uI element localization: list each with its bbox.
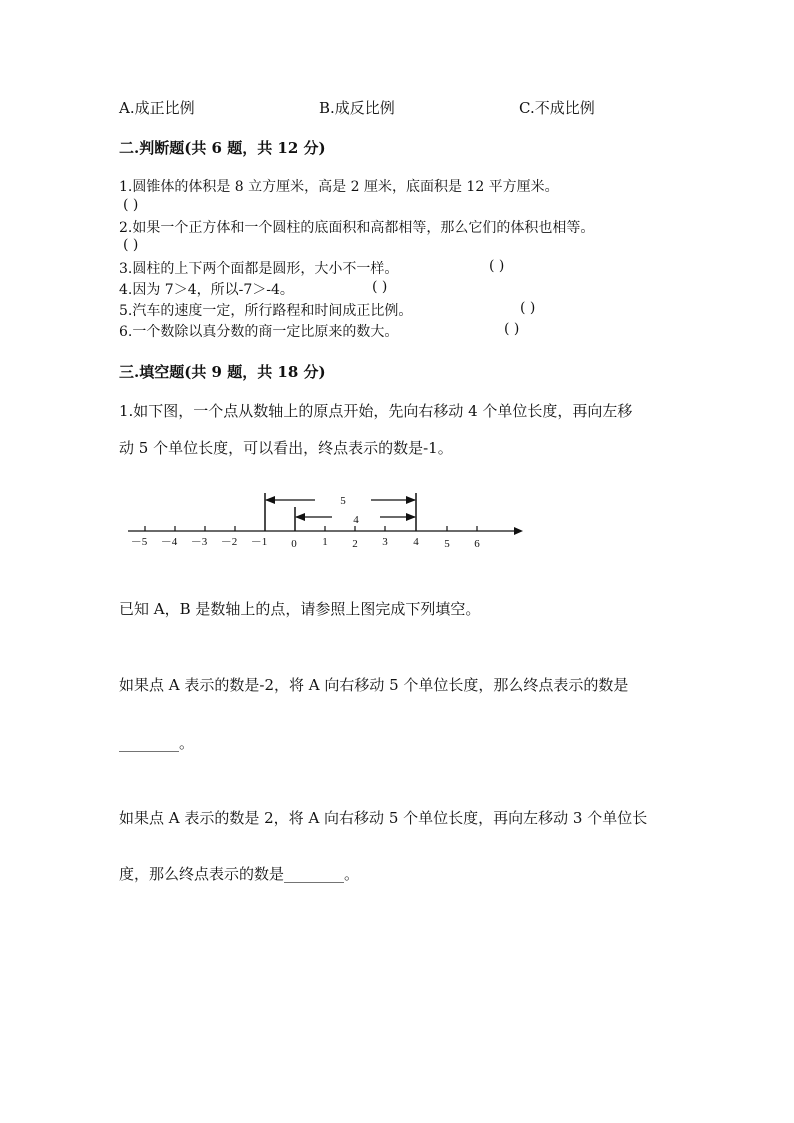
judge-item-6: 6.一个数除以真分数的商一定比原来的数大。	[119, 324, 399, 340]
option-c: C.不成比例	[519, 99, 595, 117]
tick-label-minus-3: －3	[190, 536, 208, 548]
tick-label-3: 3	[382, 536, 388, 548]
known-statement: 已知 A，B 是数轴上的点，请参照上图完成下列填空。	[119, 600, 481, 618]
option-a: A.成正比例	[119, 99, 195, 117]
intro-line-2: 动 5 个单位长度，可以看出，终点表示的数是-1。	[119, 439, 453, 457]
tick-label-minus-2: －2	[220, 536, 238, 548]
tick-label-0: 0	[291, 538, 297, 550]
arrow-5-label: 5	[340, 495, 346, 507]
judge-item-3: 3.圆柱的上下两个面都是圆形，大小不一样。	[119, 261, 399, 277]
tick-label-minus-1: －1	[250, 536, 268, 548]
tick-label-2: 2	[352, 538, 358, 550]
question-2-line-2: 度，那么终点表示的数是________。	[119, 865, 360, 883]
judge-item-2: 2.如果一个正方体和一个圆柱的底面积和高都相等，那么它们的体积也相等。	[119, 220, 595, 236]
tick-label-minus-5: －5	[130, 536, 148, 548]
tick-label-4: 4	[413, 536, 419, 548]
arrow-4-label: 4	[353, 514, 359, 526]
section2-heading: 二.判断题(共 6 题，共 12 分)	[119, 139, 326, 157]
intro-line-1: 1.如下图，一个点从数轴上的原点开始，先向右移动 4 个单位长度，再向左移	[119, 402, 633, 420]
question-1-line-1: 如果点 A 表示的数是-2，将 A 向右移动 5 个单位长度，那么终点表示的数是	[119, 676, 629, 694]
tick-marks	[145, 526, 477, 531]
tick-label-6: 6	[474, 538, 480, 550]
judge-item-4: 4.因为 7＞4，所以-7＞-4。	[119, 282, 294, 298]
answer-paren-1: ( )	[123, 197, 139, 213]
section3-heading: 三.填空题(共 9 题，共 18 分)	[119, 363, 326, 381]
answer-paren-6: ( )	[504, 321, 520, 337]
tick-label-minus-4: －4	[160, 536, 178, 548]
judge-item-5: 5.汽车的速度一定，所行路程和时间成正比例。	[119, 303, 413, 319]
answer-paren-4: ( )	[372, 279, 388, 295]
question-1-line-2: ________。	[119, 734, 195, 752]
tick-label-1: 1	[322, 536, 328, 548]
answer-paren-2: ( )	[123, 237, 139, 253]
option-b: B.成反比例	[319, 99, 395, 117]
answer-paren-5: ( )	[520, 300, 536, 316]
axis-arrow	[514, 527, 523, 535]
judge-item-1: 1.圆锥体的体积是 8 立方厘米，高是 2 厘米，底面积是 12 平方厘米。	[119, 179, 559, 195]
tick-label-5: 5	[444, 538, 450, 550]
question-2-line-1: 如果点 A 表示的数是 2，将 A 向右移动 5 个单位长度，再向左移动 3 个单位长	[119, 809, 648, 827]
answer-paren-3: ( )	[489, 258, 505, 274]
